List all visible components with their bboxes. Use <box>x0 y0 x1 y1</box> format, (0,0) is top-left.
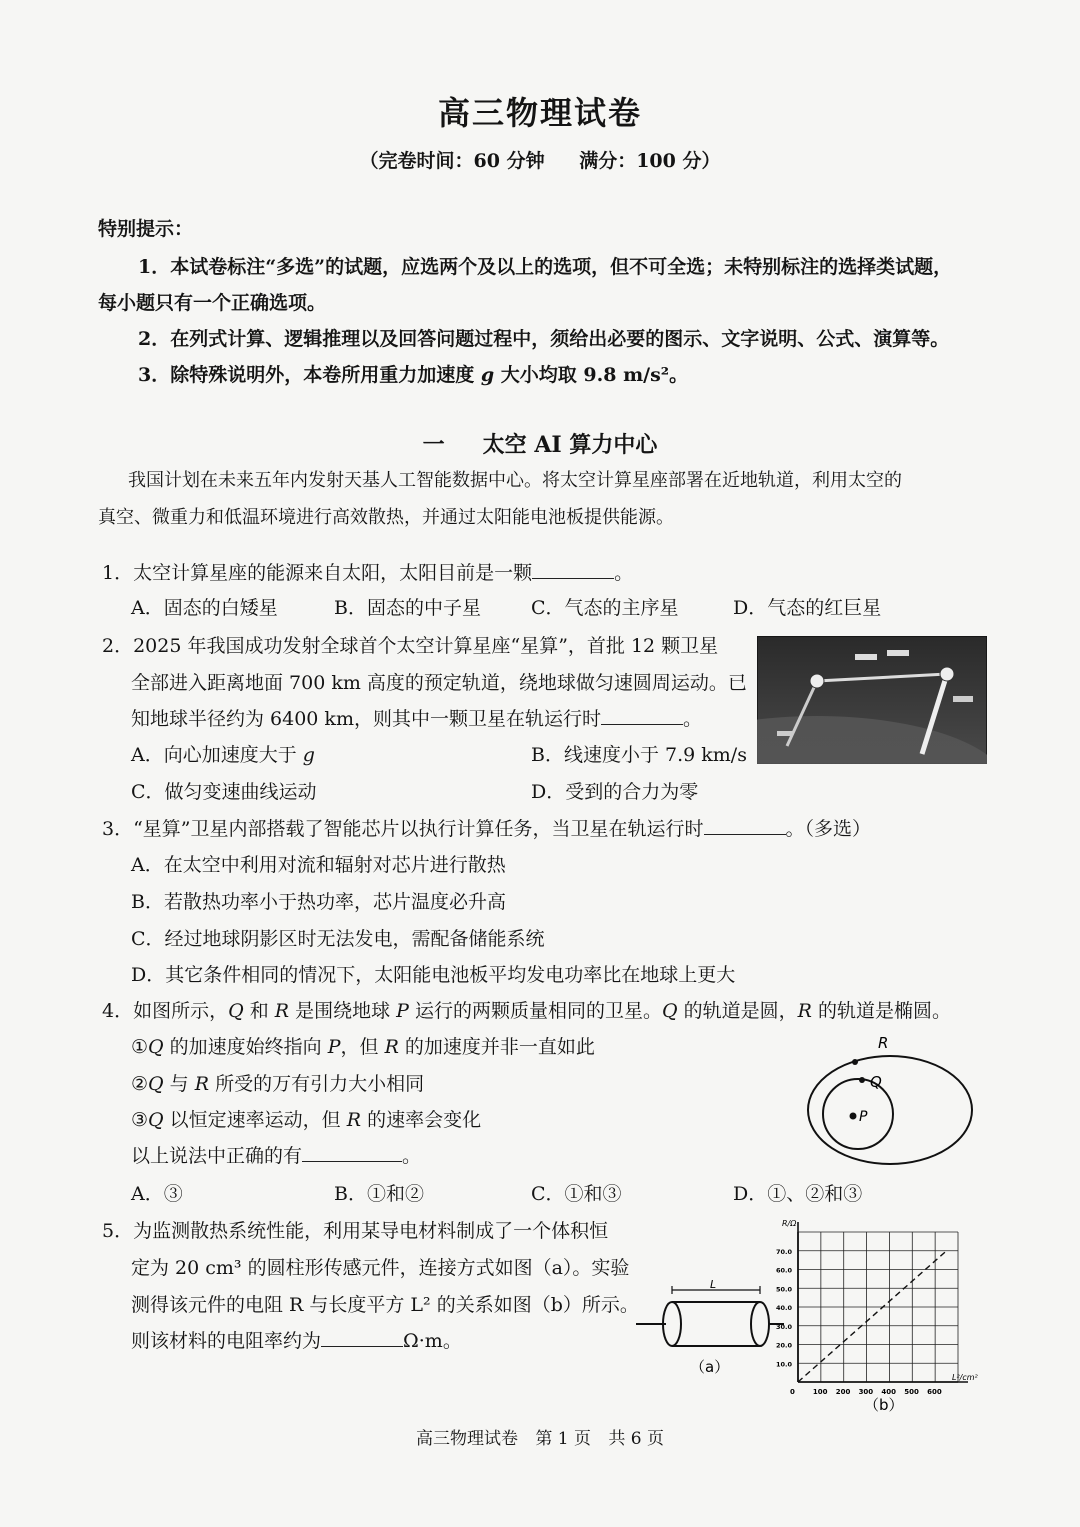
x-axis-label: L²/cm² <box>952 1373 978 1382</box>
q4-statement-2: ②Q 与 R 所受的万有引力大小相同 <box>131 1073 425 1095</box>
q3-option-b: B．若散热功率小于热功率，芯片温度必升高 <box>131 891 506 913</box>
figure-a-caption: （a） <box>690 1358 730 1376</box>
footer-name: 高三物理试卷 <box>415 1429 518 1449</box>
x-tick-label: 200 <box>835 1388 851 1396</box>
satellite-photo <box>757 636 987 764</box>
exam-duration: （完卷时间：60 分钟 <box>359 150 545 172</box>
page-title: 高三物理试卷 <box>437 94 642 132</box>
q4-statement-3: ③Q 以恒定速率运动，但 R 的速率会变化 <box>131 1109 482 1131</box>
footer-page: 第 1 页 <box>535 1429 591 1449</box>
notice-item-3: 3．除特殊说明外，本卷所用重力加速度 g 大小均取 9.8 m/s²。 <box>138 364 689 386</box>
q3-option-d: D．其它条件相同的情况下，太阳能电池板平均发电功率比在地球上更大 <box>131 964 736 986</box>
q1-option-d: D．气态的红巨星 <box>733 597 882 619</box>
q1-option-a: A．固态的白矮星 <box>131 597 278 619</box>
q2-option-d: D．受到的合力为零 <box>531 781 699 803</box>
orbit-r-ellipse <box>808 1056 972 1164</box>
exam-info <box>0 146 1080 173</box>
y-axis-label: R/Ω <box>782 1219 797 1228</box>
length-label: L <box>710 1280 717 1291</box>
question-1-stem: 1．太空计算星座的能源来自太阳，太阳目前是一颗 。 <box>102 562 634 584</box>
y-tick-label: 40.0 <box>776 1304 793 1312</box>
x-tick-label: 100 <box>812 1388 828 1396</box>
q3-option-c: C．经过地球阴影区时无法发电，需配备储能系统 <box>131 928 545 950</box>
satellite-r <box>852 1059 858 1065</box>
q4-option-d: D．①、②和③ <box>733 1183 863 1205</box>
q3-option-a: A．在太空中利用对流和辐射对芯片进行散热 <box>131 854 506 876</box>
question-2-line-1: 2．2025 年我国成功发射全球首个太空计算星座“星算”，首批 12 颗卫星 <box>102 635 719 657</box>
orbit-diagram <box>800 1030 980 1170</box>
question-2-line-2: 全部进入距离地面 700 km 高度的预定轨道，绕地球做匀速圆周运动。已 <box>131 672 747 694</box>
notice-label: 特别提示： <box>98 218 194 240</box>
planet-p <box>850 1113 857 1120</box>
section-intro-1: 我国计划在未来五年内发射天基人工智能数据中心。将太空计算星座部署在近地轨道，利用太空的 <box>128 470 902 491</box>
answer-blank-3[interactable] <box>704 816 786 835</box>
figure-b-caption: （b） <box>864 1396 904 1414</box>
q4-option-a: A．③ <box>131 1183 183 1205</box>
question-5-line-2: 定为 20 cm³ 的圆柱形传感元件，连接方式如图（a）。实验 <box>131 1257 630 1279</box>
q2-option-b: B．线速度小于 7.9 km/s <box>531 744 747 766</box>
section-header <box>0 428 1080 459</box>
page-footer <box>0 1424 1080 1449</box>
q1-option-c: C．气态的主序星 <box>531 597 679 619</box>
satellite-q <box>859 1077 865 1083</box>
answer-blank-2[interactable] <box>601 706 683 725</box>
section-intro-2: 真空、微重力和低温环境进行高效散热，并通过太阳能电池板提供能源。 <box>98 507 674 528</box>
series-line <box>798 1251 947 1382</box>
question-4-stem: 4．如图所示，Q 和 R 是围绕地球 P 运行的两颗质量相同的卫星。Q 的轨道是圆，R 的轨道是椭圆。 <box>102 1000 951 1022</box>
x-tick-label: 500 <box>904 1388 919 1396</box>
q4-statement-1: ①Q 的加速度始终指向 P，但 R 的加速度并非一直如此 <box>131 1036 595 1058</box>
notice-item-2: 2．在列式计算、逻辑推理以及回答问题过程中，须给出必要的图示、文字说明、公式、演算等。 <box>138 328 950 350</box>
answer-blank-1[interactable] <box>532 560 614 579</box>
q4-ask: 以上说法中正确的有 。 <box>131 1145 422 1167</box>
label-q: Q <box>870 1073 882 1091</box>
notice-item-1: 1．本试卷标注“多选”的试题，应选两个及以上的选项，但不可全选；未特别标注的选择类试题， <box>138 256 953 278</box>
question-5-line-3: 测得该元件的电阻 R 与长度平方 L² 的关系如图（b）所示。 <box>131 1294 639 1316</box>
question-3-stem: 3．“星算”卫星内部搭载了智能芯片以执行计算任务，当卫星在轨运行时 。（多选） <box>102 818 872 840</box>
answer-blank-5[interactable] <box>321 1328 403 1347</box>
exam-score: 满分：100 分） <box>579 150 721 172</box>
cylinder-figure <box>636 1280 786 1380</box>
label-r: R <box>878 1034 889 1052</box>
y-tick-label: 60.0 <box>776 1266 793 1275</box>
q1-option-b: B．固态的中子星 <box>334 597 481 619</box>
y-tick-label: 10.0 <box>776 1360 793 1369</box>
q2-option-a: A．向心加速度大于 g <box>131 744 315 766</box>
question-5-line-4: 则该材料的电阻率约为 Ω·m。 <box>131 1330 462 1352</box>
question-2-line-3: 知地球半径约为 6400 km，则其中一颗卫星在轨运行时 。 <box>131 708 702 730</box>
label-p: P <box>859 1109 868 1125</box>
y-tick-label: 30.0 <box>776 1322 793 1331</box>
q4-option-c: C．①和③ <box>531 1183 622 1205</box>
x-tick-label: 600 <box>927 1388 942 1396</box>
footer-total: 共 6 页 <box>608 1429 665 1449</box>
question-5-line-1: 5．为监测散热系统性能，利用某导电材料制成了一个体积恒 <box>102 1220 609 1242</box>
answer-blank-4[interactable] <box>302 1143 402 1162</box>
resistance-chart <box>772 1216 980 1416</box>
x-tick-label: 300 <box>858 1388 874 1396</box>
y-tick-label: 20.0 <box>776 1341 793 1350</box>
q4-option-b: B．①和② <box>334 1183 424 1205</box>
notice-item-1-cont: 每小题只有一个正确选项。 <box>98 292 327 314</box>
section-title: 太空 AI 算力中心 <box>482 432 658 458</box>
x-tick-label: 0 <box>790 1388 795 1396</box>
section-number: 一 <box>422 432 445 458</box>
q2-option-c: C．做匀变速曲线运动 <box>131 781 317 803</box>
orbit-q-circle <box>823 1079 893 1149</box>
y-tick-label: 70.0 <box>776 1247 793 1256</box>
y-tick-label: 50.0 <box>776 1285 793 1294</box>
x-tick-label: 400 <box>881 1388 897 1396</box>
